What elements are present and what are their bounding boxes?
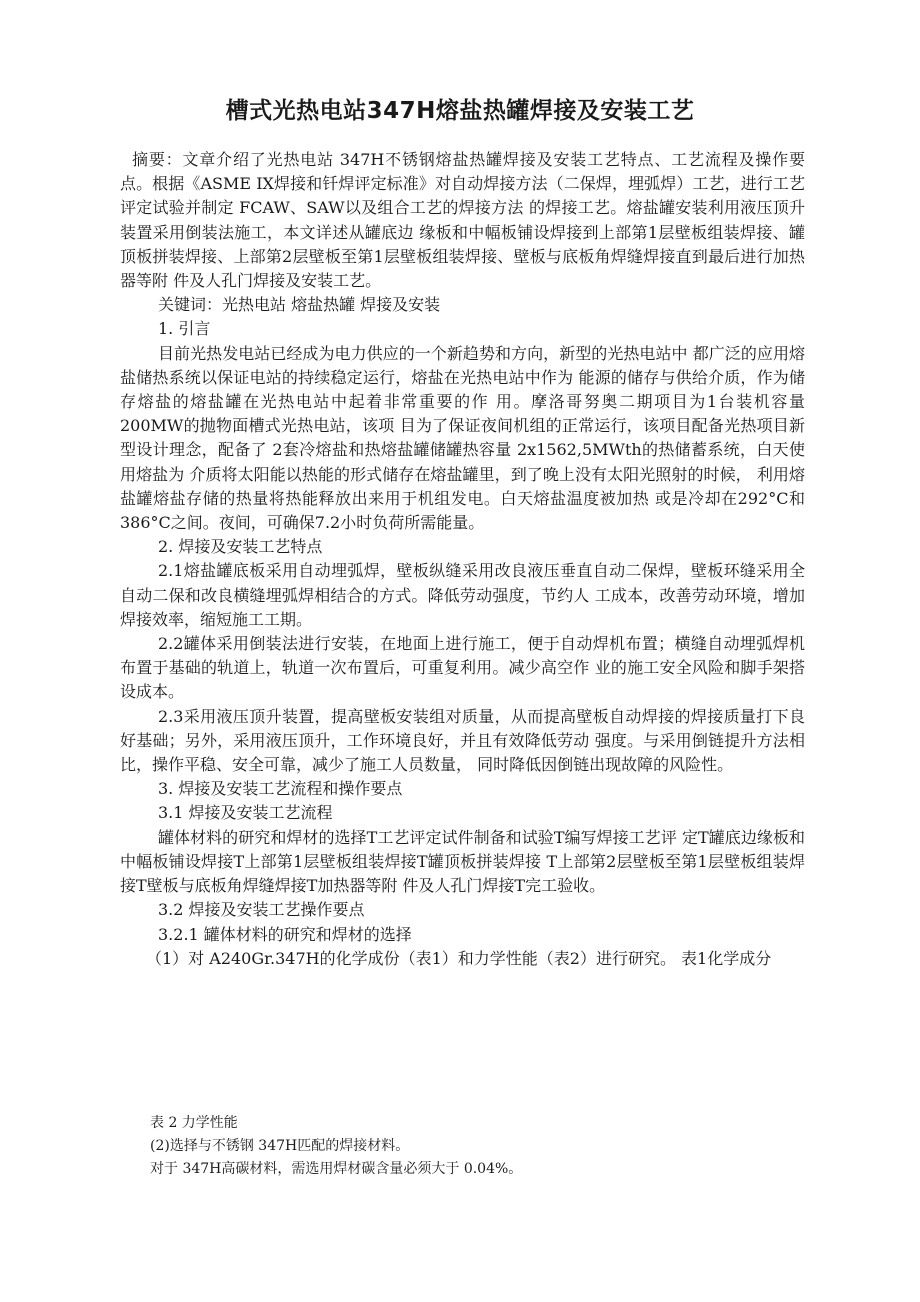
section-heading: 2. 焊接及安装工艺特点 [158, 537, 323, 557]
table-caption: 表 2 力学性能 [150, 1115, 238, 1131]
body-paragraph: 目前光热发电站已经成为电力供应的一个新趋势和方向，新型的光热电站中 都广泛的应用熔盐储热系统以保证电站的持续稳定运行，熔盐在光热电站中作为 能源的储存与供给介质，作为储存熔盐的熔盐罐在光热电站中起着非常重要的作 用。摩洛哥努奥二期项目为1台装机容量200MW的抛物面槽式光热电站，该项 目为了保证夜间机组的正常运行，该项目配备光热项目新型设计理念，配备了 2套冷熔盐和热熔盐罐储罐热容量 2x1562,5MWth的热储蓄系统，白天使用熔盐为 介质将太阳能以热能的形式储存在熔盐罐里，到了晚上没有太阳光照射的时候， 利用熔盐罐熔盐存储的热量将热能释放出来用于机组发电。白天熔盐温度被加热 或是冷却在292°C和386°C之间。夜间，可确保7.2小时负荷所需能量。 [120, 343, 805, 533]
body-paragraph: 罐体材料的研究和焊材的选择T工艺评定试件制备和试验T编写焊接工艺评 定T罐底边缘板和中幅板铺设焊接T上部第1层壁板组装焊接T罐顶板拼装焊接 T上部第2层壁板至第1层壁板组装焊接T壁板与底板角焊缝焊接T加热器等附 件及人孔门焊接T完工验收。 [120, 827, 805, 896]
document-notes [150, 1112, 800, 1181]
section-heading: 1. 引言 [158, 319, 211, 339]
body-paragraph: 2.3采用液压顶升装置，提高壁板安装组对质量，从而提高壁板自动焊接的焊接质量打下良好基础；另外，采用液压顶升，工作环境良好，并且有效降低劳动 强度。与采用倒链提升方法相比，操作平稳、安全可靠，减少了施工人员数量， 同时降低因倒链出现故障的风险性。 [120, 706, 805, 775]
subsection-heading: 3.1 焊接及安装工艺流程 [158, 803, 333, 823]
body-paragraph: （1）对 A240Gr.347H的化学成份（表1）和力学性能（表2）进行研究。 表1化学成分 [146, 948, 772, 968]
body-paragraph: 2.2罐体采用倒装法进行安装，在地面上进行施工，便于自动焊机布置；横缝自动埋弧焊机布置于基础的轨道上，轨道一次布置后，可重复利用。减少高空作 业的施工安全风险和脚手架搭设成本。 [120, 634, 805, 702]
abstract-paragraph: 摘要：文章介绍了光热电站 347H不锈钢熔盐热罐焊接及安装工艺特点、工艺流程及操作要点。根据《ASME IX焊接和钎焊评定标准》对自动焊接方法（二保焊，埋弧焊）工艺，进行工艺评定试验并制定 FCAW、SAW以及组合工艺的焊接方法 的焊接工艺。熔盐罐安装利用液压顶升装置采用倒装法施工，本文详述从罐底边 缘板和中幅板铺设焊接到上部第1层壁板组装焊接、罐顶板拼装焊接、上部第2层壁板至第1层壁板组装焊接、壁板与底板角焊缝焊接直到最后进行加热器等附 件及人孔门焊接及安装工艺。 [120, 150, 805, 291]
note-line: (2)选择与不锈钢 347H匹配的焊接材料。 [150, 1138, 410, 1154]
body-paragraph: 2.1熔盐罐底板采用自动埋弧焊，壁板纵缝采用改良液压垂直自动二保焊，壁板环缝采用全自动二保和改良横缝埋弧焊相结合的方式。降低劳动强度，节约人 工成本，改善劳动环境，增加焊接效率，缩短施工工期。 [120, 561, 805, 629]
subsection-heading: 3.2.1 罐体材料的研究和焊材的选择 [158, 924, 412, 944]
keywords-line: 关键词：光热电站 熔盐热罐 焊接及安装 [158, 295, 441, 315]
section-heading: 3. 焊接及安装工艺流程和操作要点 [158, 779, 403, 799]
note-line: 对于 347H高碳材料，需选用焊材碳含量必须大于 0.04%。 [150, 1161, 523, 1177]
document-title: 槽式光热电站347H熔盐热罐焊接及安装工艺 [225, 98, 695, 124]
subsection-heading: 3.2 焊接及安装工艺操作要点 [158, 900, 365, 920]
document-body [120, 148, 805, 971]
